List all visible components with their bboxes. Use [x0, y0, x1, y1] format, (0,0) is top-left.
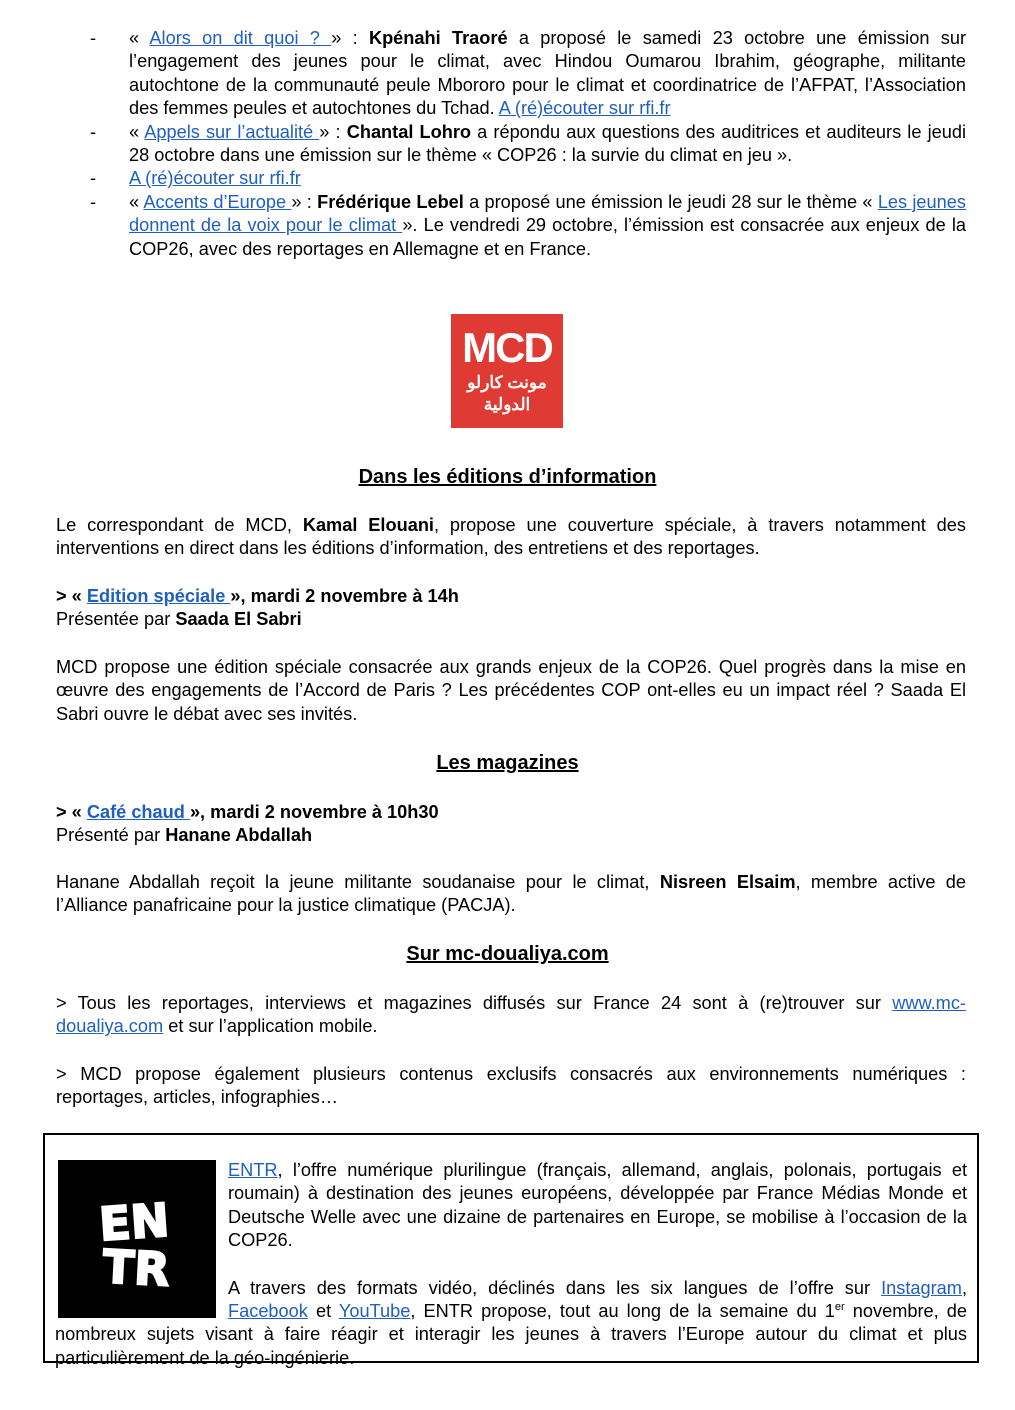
svg-text:TR: TR [101, 1239, 172, 1297]
list-item: - « Accents d’Europe » : Frédérique Lebel a proposé une émission le jeudi 28 sur le thème « Les jeunes donnent de la voix pour le climat ». Le vendredi 29 octobre, l’émission est consacrée aux enjeux de la COP26, avec des reportages en Allemagne et en France. [90, 191, 966, 259]
link-edition-speciale[interactable]: Edition spéciale [86, 586, 231, 606]
link-reecouter-rfi[interactable]: A (ré)écouter sur rfi.fr [129, 168, 301, 189]
show-edition-speciale: > « Edition spéciale », mardi 2 novembre à 14h Présentée par Saada El Sabri [56, 586, 459, 630]
link-facebook[interactable]: Facebook [228, 1301, 308, 1322]
show-cafe-chaud: > « Café chaud », mardi 2 novembre à 10h30 Présenté par Hanane Abdallah [56, 802, 439, 846]
entr-paragraph-2: A travers des formats vidéo, déclinés dans les six langues de l’offre sur Instagram, Facebook et YouTube, ENTR propose, tout au long de la semaine du 1er novembre, de nombreux sujets visant à faire réagir et interagir les jeunes à travers l’Europe autour du climat et plus particulièrement de la géo-ingénierie. [55, 1277, 967, 1368]
link-entr[interactable]: ENTR [228, 1160, 278, 1180]
entr-box [43, 1133, 979, 1368]
link-instagram[interactable]: Instagram [881, 1277, 962, 1298]
mcd-logo-arabic: مونت كارلو الدولية [467, 373, 547, 414]
list-item: - « Appels sur l’actualité » : Chantal Lohro a répondu aux questions des auditrices et auditeurs le jeudi 28 octobre dans une émission sur le thème « COP26 : la survie du climat en jeu ». [90, 121, 967, 166]
entr-text [55, 1159, 967, 1370]
show-description: Hanane Abdallah reçoit la jeune militante soudanaise pour le climat, Nisreen Elsaim, membre active de l’Alliance panafricaine pour la justice climatique (PACJA). [56, 872, 967, 916]
section-heading-website: Sur mc-doualiya.com [406, 943, 609, 965]
section-heading-magazines: Les magazines [436, 752, 579, 774]
link-mc-doualiya[interactable]: www.mc-doualiya.com [56, 993, 966, 1037]
link-cafe-chaud[interactable]: Café chaud [86, 802, 190, 822]
list-item: - « Alors on dit quoi ? » : Kpénahi Traoré a proposé le samedi 23 octobre une émission sur l’engagement des jeunes pour le climat, avec Hindou Oumarou Ibrahim, géographe, militante autochtone de la communauté peule Mbororo pour le climat et coordinatrice de l’AFPAT, l’Association des femmes peules et autochtones du Tchad. A (ré)écouter sur rfi.fr [90, 28, 967, 119]
website-paragraph: > Tous les reportages, interviews et magazines diffusés sur France 24 sont à (re)trouver sur www.mc-doualiya.com et sur l’application mobile. [56, 993, 966, 1037]
mcd-logo [451, 314, 563, 428]
section-intro: Le correspondant de MCD, Kamal Elouani, propose une couverture spéciale, à travers notamment des interventions en direct dans les éditions d’information, des entretiens et des reportages. [56, 515, 967, 559]
list-item: - A (ré)écouter sur rfi.fr [90, 168, 301, 189]
mcd-logo-text: MCD [462, 324, 552, 371]
presenter-name: Kpénahi Traoré [368, 28, 508, 48]
link-alors-on-dit-quoi[interactable]: Alors on dit quoi ? [149, 28, 332, 48]
entr-paragraph-1: ENTR, l’offre numérique plurilingue (français, allemand, anglais, polonais, portugais et roumain) à destination des jeunes européens, développée par France Médias Monde et Deutsche Welle avec une dizaine de partenaires en Europe, se mobilise à l’occasion de la COP26. [228, 1160, 967, 1251]
presenter-name: Chantal Lohro [346, 121, 472, 142]
link-appels-sur-actualite[interactable]: Appels sur l’actualité [144, 121, 320, 142]
link-accents-europe[interactable]: Accents d’Europe [143, 191, 292, 212]
program-list [86, 27, 966, 261]
link-reecouter-rfi[interactable]: A (ré)écouter sur rfi.fr [498, 98, 671, 119]
presenter-name: Frédérique Lebel [317, 191, 464, 212]
exclusive-content-paragraph: > MCD propose également plusieurs contenus exclusifs consacrés aux environnements numériques : reportages, articles, infographies… [56, 1064, 966, 1108]
section-heading-editions: Dans les éditions d’information [358, 466, 657, 488]
link-jeunes-voix-climat[interactable]: Les jeunes donnent de la voix pour le climat [129, 191, 966, 236]
svg-text:EN: EN [97, 1192, 171, 1252]
show-description: MCD propose une édition spéciale consacrée aux grands enjeux de la COP26. Quel progrès dans la mise en œuvre des engagements de l’Accord de Paris ? Les précédentes COP ont-elles eu un impact réel ? Saada El Sabri ouvre le débat avec ses invités. [56, 657, 966, 724]
link-youtube[interactable]: YouTube [338, 1301, 411, 1322]
